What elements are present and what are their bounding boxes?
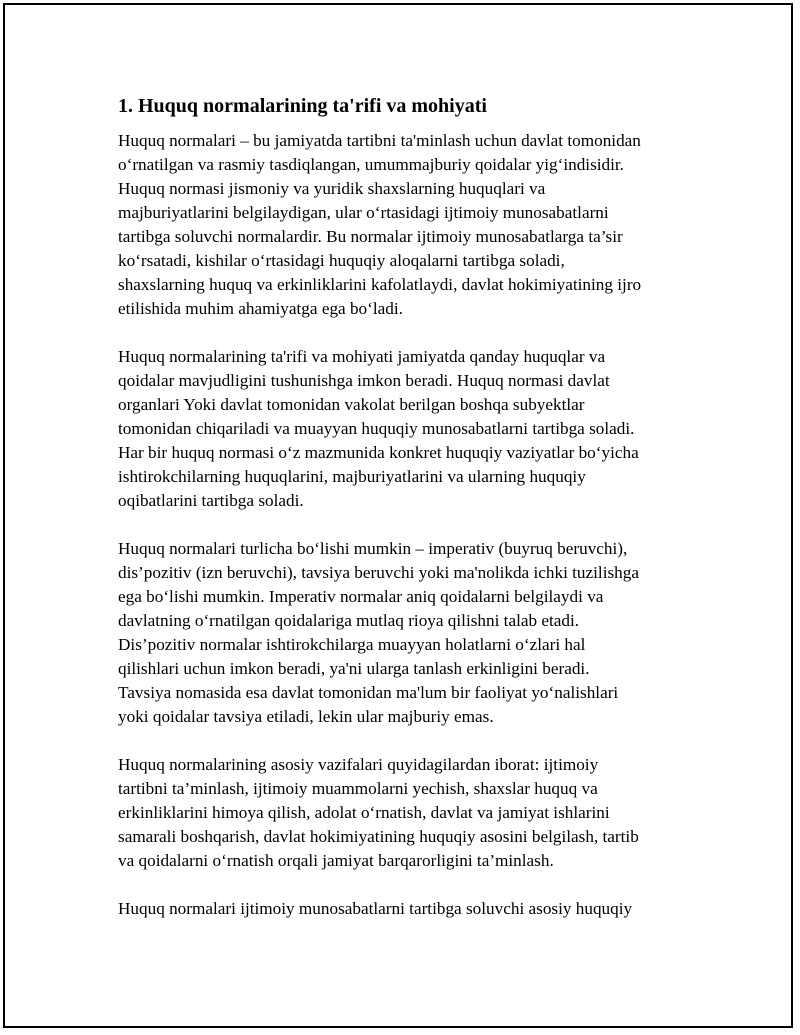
section-heading: 1. Huquq normalarining ta'rifi va mohiyati [118, 95, 487, 117]
text-line: yoki qoidalar tavsiya etiladi, lekin ular majburiy emas. [118, 707, 494, 726]
paragraph-types [118, 537, 688, 729]
text-line: Huquq normalari turlicha bo‘lishi mumkin – imperativ (buyruq beruvchi), [118, 539, 628, 558]
text-line: Dis’pozitiv normalar ishtirokchilarga muayyan holatlarni o‘zlari hal [118, 635, 586, 654]
paragraph-essence [118, 345, 688, 513]
text-line: Huquq normalarining ta'rifi va mohiyati jamiyatda qanday huquqlar va [118, 347, 606, 366]
text-line: Huquq normalarining asosiy vazifalari quyidagilardan iborat: ijtimoiy [118, 755, 599, 774]
text-line: tomonidan chiqariladi va muayyan huquqiy munosabatlarni tartibga soladi. [118, 419, 635, 438]
text-line: tartibga soluvchi normalardir. Bu normalar ijtimoiy munosabatlarga ta’sir [118, 227, 623, 246]
text-line: va qoidalarni o‘rnatish orqali jamiyat barqarorligini ta’minlash. [118, 851, 554, 870]
text-line: Har bir huquq normasi o‘z mazmunida konkret huquqiy vaziyatlar bo‘yicha [118, 443, 639, 462]
text-line: shaxslarning huquq va erkinliklarini kafolatlaydi, davlat hokimiyatining ijro [118, 275, 642, 294]
text-line: Tavsiya nomasida esa davlat tomonidan ma'lum bir faoliyat yo‘nalishlari [118, 683, 619, 702]
text-line: dis’pozitiv (izn beruvchi), tavsiya beruvchi yoki ma'nolikda ichki tuzilishga [118, 563, 639, 582]
paragraph-functions [118, 753, 688, 873]
paragraph-closing [118, 897, 688, 921]
text-line: oqibatlarini tartibga soladi. [118, 491, 304, 510]
text-line: majburiyatlarini belgilaydigan, ular o‘rtasidagi ijtimoiy munosabatlarni [118, 203, 609, 222]
text-line: o‘rnatilgan va rasmiy tasdiqlangan, umummajburiy qoidalar yig‘indisidir. [118, 155, 624, 174]
text-line: samarali boshqarish, davlat hokimiyatining huquqiy asosini belgilash, tartib [118, 827, 639, 846]
text-line: Huquq normasi jismoniy va yuridik shaxslarning huquqlari va [118, 179, 546, 198]
document-body [118, 93, 688, 945]
text-line: organlari Yoki davlat tomonidan vakolat berilgan boshqa subyektlar [118, 395, 585, 414]
text-line: etilishida muhim ahamiyatga ega bo‘ladi. [118, 299, 403, 318]
text-line: Huquq normalari ijtimoiy munosabatlarni tartibga soluvchi asosiy huquqiy [118, 899, 633, 918]
text-line: qoidalar mavjudligini tushunishga imkon beradi. Huquq normasi davlat [118, 371, 610, 390]
text-line: davlatning o‘rnatilgan qoidalariga mutlaq rioya qilishni talab etadi. [118, 611, 580, 630]
text-line: erkinliklarini himoya qilish, adolat o‘rnatish, davlat va jamiyat ishlarini [118, 803, 610, 822]
text-line: ko‘rsatadi, kishilar o‘rtasidagi huquqiy aloqalarni tartibga soladi, [118, 251, 565, 270]
text-line: Huquq normalari – bu jamiyatda tartibni ta'minlash uchun davlat tomonidan [118, 131, 641, 150]
paragraph-definition [118, 129, 688, 321]
text-line: ishtirokchilarning huquqlarini, majburiyatlarini va ularning huquqiy [118, 467, 586, 486]
text-line: tartibni ta’minlash, ijtimoiy muammolarni yechish, shaxslar huquq va [118, 779, 598, 798]
text-line: ega bo‘lishi mumkin. Imperativ normalar aniq qoidalarni belgilaydi va [118, 587, 604, 606]
text-line: qilishlari uchun imkon beradi, ya'ni ularga tanlash erkinligini beradi. [118, 659, 590, 678]
